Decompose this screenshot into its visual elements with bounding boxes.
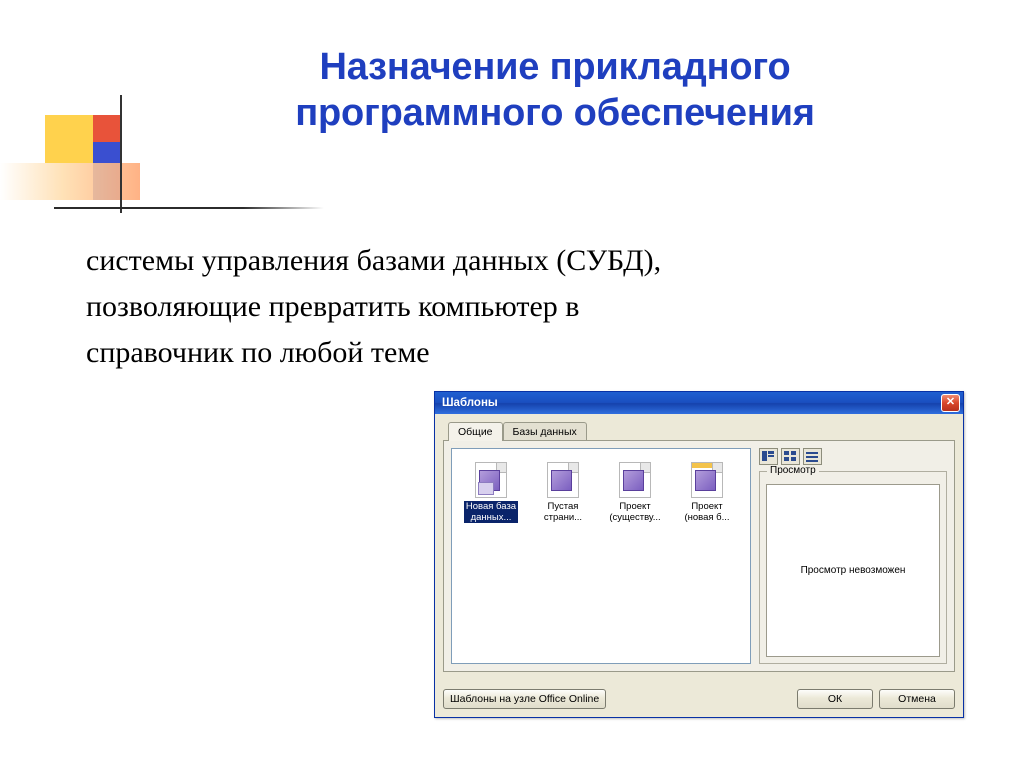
office-online-templates-button[interactable]: Шаблоны на узле Office Online bbox=[443, 689, 606, 709]
list-item-label: Новая база данных... bbox=[465, 501, 517, 523]
horizontal-rule-decoration bbox=[54, 207, 324, 209]
gradient-bar-decoration bbox=[0, 163, 140, 200]
list-item[interactable] bbox=[530, 459, 596, 525]
dialog-titlebar[interactable] bbox=[435, 392, 963, 414]
dialog-tabs bbox=[443, 421, 955, 440]
page-title bbox=[130, 44, 980, 137]
large-icons-view-button[interactable] bbox=[759, 448, 778, 465]
view-mode-buttons bbox=[759, 448, 947, 465]
preview-column bbox=[759, 448, 947, 664]
tab-databases[interactable]: Базы данных bbox=[503, 422, 587, 440]
templates-dialog bbox=[434, 391, 964, 718]
blank-page-icon bbox=[547, 462, 579, 498]
templates-list[interactable] bbox=[451, 448, 751, 664]
dialog-footer bbox=[443, 689, 955, 709]
ok-button[interactable]: ОК bbox=[797, 689, 873, 709]
dialog-title: Шаблоны bbox=[442, 397, 498, 409]
list-item[interactable] bbox=[674, 459, 740, 525]
red-square-decoration bbox=[93, 115, 120, 142]
dialog-action-buttons bbox=[797, 689, 955, 709]
list-view-button[interactable] bbox=[803, 448, 822, 465]
yellow-square-decoration bbox=[45, 115, 93, 163]
close-icon[interactable]: ✕ bbox=[941, 394, 960, 412]
vertical-rule-decoration bbox=[120, 95, 122, 213]
body-line-1: системы управления базами данных (СУБД), bbox=[86, 244, 662, 277]
list-item[interactable] bbox=[458, 459, 524, 525]
preview-area bbox=[766, 484, 940, 657]
tiles-view-button[interactable] bbox=[781, 448, 800, 465]
dialog-body bbox=[435, 414, 963, 717]
body-line-2: позволяющие превратить компьютер в bbox=[86, 289, 580, 323]
body-line-3: справочник по любой теме bbox=[86, 335, 430, 369]
preview-group-label: Просмотр bbox=[767, 465, 819, 476]
list-item-label: Проект (существу... bbox=[609, 501, 661, 523]
project-existing-icon bbox=[619, 462, 651, 498]
page-title-line-1: Назначение прикладного bbox=[319, 46, 791, 88]
preview-message: Просмотр невозможен bbox=[800, 565, 906, 576]
preview-group bbox=[759, 465, 947, 664]
tab-panel bbox=[443, 440, 955, 672]
list-item[interactable] bbox=[602, 459, 668, 525]
body-paragraph bbox=[86, 238, 946, 376]
page-title-line-2: программного обеспечения bbox=[295, 92, 815, 135]
list-item-label: Пустая страни... bbox=[543, 501, 583, 523]
list-item-label: Проект (новая б... bbox=[684, 501, 730, 523]
project-new-icon bbox=[691, 462, 723, 498]
new-database-icon bbox=[475, 462, 507, 498]
cancel-button[interactable]: Отмена bbox=[879, 689, 955, 709]
tab-general[interactable]: Общие bbox=[448, 422, 503, 441]
